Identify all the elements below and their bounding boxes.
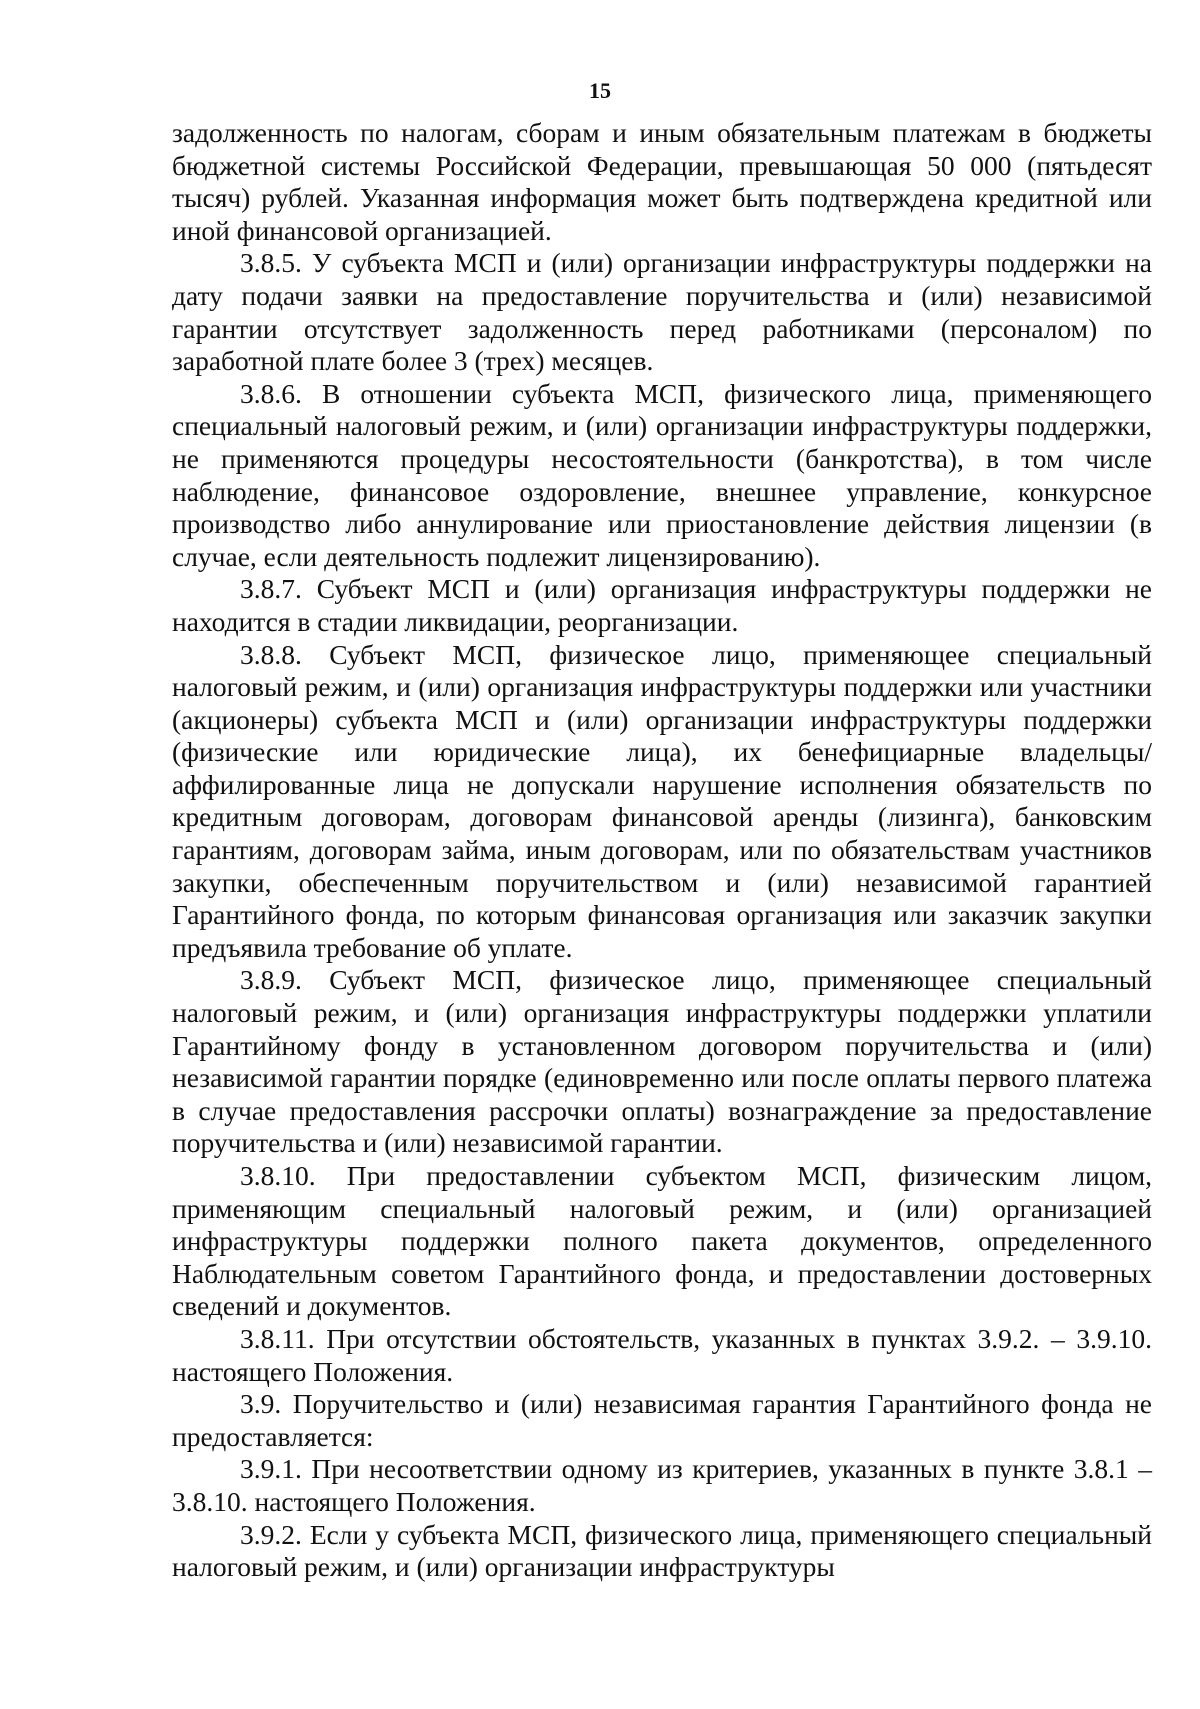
paragraph-3-9: 3.9. Поручительство и (или) независимая гарантия Гарантийного фонда не предоставляется: [172,1388,1152,1452]
paragraph-3-8-11: 3.8.11. При отсутствии обстоятельств, указанных в пунктах 3.9.2. – 3.9.10. настоящего Положения. [172,1322,1152,1387]
page-number: 15 [589,78,611,103]
paragraph-3-8-7: 3.8.7. Субъект МСП и (или) организация инфраструктуры поддержки не находится в стадии ликвидации, реорганизации. [172,573,1152,637]
paragraph-debt-continuation: задолженность по налогам, сборам и иным обязательным платежам в бюджеты бюджетной системы Российской Федерации, превышающая 50 000 (пятьдесят тысяч) рублей. Указанная информация может быть подтверждена кредитной или иной финансовой организацией. [172,117,1152,246]
paragraph-3-8-8: 3.8.8. Субъект МСП, физическое лицо, применяющее специальный налоговый режим, и (или) организация инфраструктуры поддержки или участники (акционеры) субъекта МСП и (или) организации инфраструктуры поддержки (физические или юридические лица), их бенефициарные владельцы/аффилированные лица не допускали нарушение исполнения обязательств по кредитным договорам, договорам финансовой аренды (лизинга), банковским гарантиям, договорам займа, иным договорам, или по обязательствам участников закупки, обеспеченным поручительством и (или) независимой гарантией Гарантийного фонда, по которым финансовая организация или заказчик закупки предъявила требование об уплате. [172,638,1152,963]
document-body [172,117,1152,1584]
paragraph-3-8-6: 3.8.6. В отношении субъекта МСП, физического лица, применяющего специальный налоговый режим, и (или) организации инфраструктуры поддержки, не применяются процедуры несостоятельности (банкротства), в том числе наблюдение, финансовое оздоровление, внешнее управление, конкурсное производство либо аннулирование или приостановление действия лицензии (в случае, если деятельность подлежит лицензированию). [172,377,1152,572]
paragraph-3-9-1: 3.9.1. При несоответствии одному из критериев, указанных в пункте 3.8.1 – 3.8.10. настоящего Положения. [172,1453,1152,1517]
paragraph-3-8-10: 3.8.10. При предоставлении субъектом МСП, физическим лицом, применяющим специальный налоговый режим, и (или) организацией инфраструктуры поддержки полного пакета документов, определенного Наблюдательным советом Гарантийного фонда, и предоставлении достоверных сведений и документов. [172,1160,1152,1322]
paragraph-3-8-9: 3.8.9. Субъект МСП, физическое лицо, применяющее специальный налоговый режим, и (или) организация инфраструктуры поддержки уплатили Гарантийному фонду в установленном договором поручительства и (или) независимой гарантии порядке (единовременно или после оплаты первого платежа в случае предоставления рассрочки оплаты) вознаграждение за предоставление поручительства и (или) независимой гарантии. [172,964,1152,1159]
paragraph-3-9-2: 3.9.2. Если у субъекта МСП, физического лица, применяющего специальный налоговый режим, и (или) организации инфраструктуры [172,1518,1152,1583]
paragraph-3-8-5: 3.8.5. У субъекта МСП и (или) организации инфраструктуры поддержки на дату подачи заявки на предоставление поручительства и (или) независимой гарантии отсутствует задолженность перед работниками (персоналом) по заработной плате более 3 (трех) месяцев. [172,247,1152,377]
